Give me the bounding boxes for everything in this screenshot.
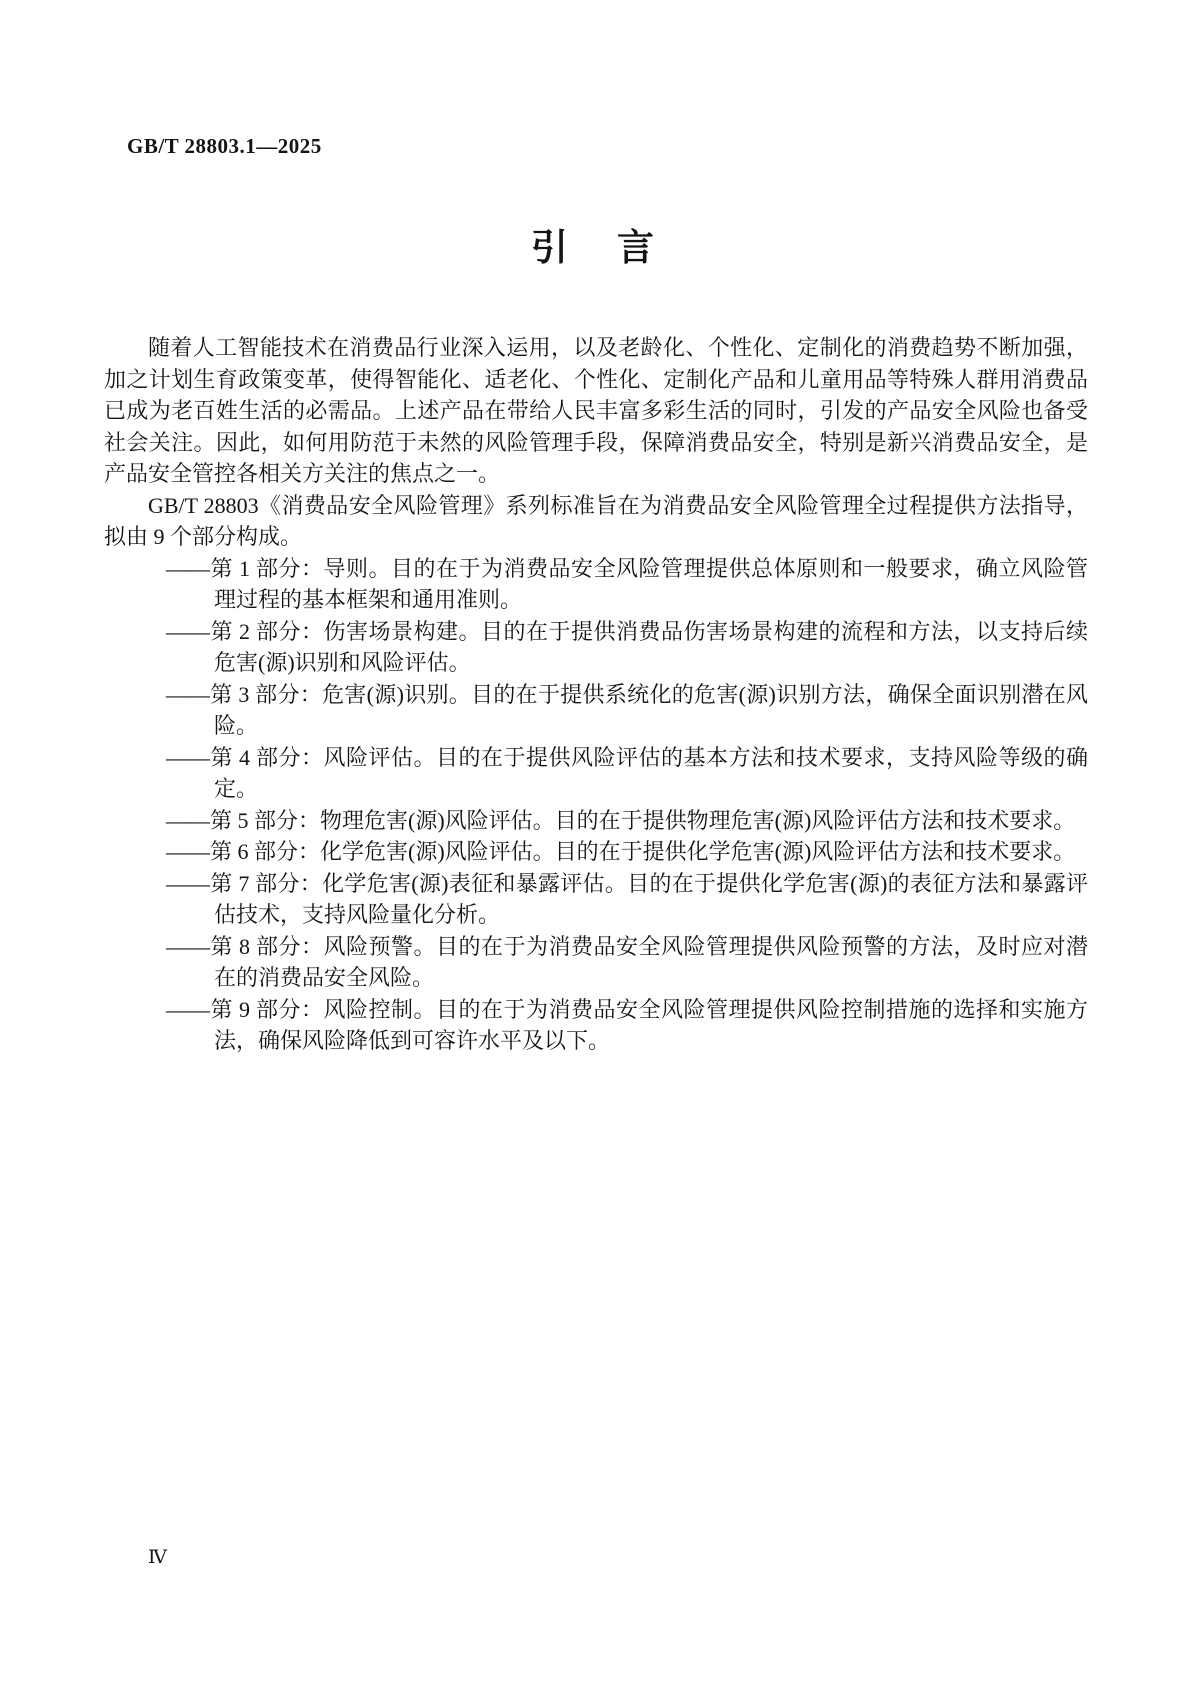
intro-part-3: ——第 3 部分：危害(源)识别。目的在于提供系统化的危害(源)识别方法，确保全面识别潜在风险。 (166, 681, 1088, 738)
intro-part-4: ——第 4 部分：风险评估。目的在于提供风险评估的基本方法和技术要求，支持风险等级的确定。 (166, 744, 1088, 801)
intro-body (104, 332, 1088, 1057)
intro-paragraph-1: 随着人工智能技术在消费品行业深入运用，以及老龄化、个性化、定制化的消费趋势不断加强，加之计划生育政策变革，使得智能化、适老化、个性化、定制化产品和儿童用品等特殊人群用消费品已成为老百姓生活的必需品。上述产品在带给人民丰富多彩生活的同时，引发的产品安全风险也备受社会关注。因此，如何用防范于未然的风险管理手段，保障消费品安全，特别是新兴消费品安全，是产品安全管控各相关方关注的焦点之一。 (104, 335, 1088, 486)
intro-part-7: ——第 7 部分：化学危害(源)表征和暴露评估。目的在于提供化学危害(源)的表征方法和暴露评估技术，支持风险量化分析。 (166, 870, 1088, 927)
page-title: 引 言 (531, 226, 660, 269)
intro-part-9: ——第 9 部分：风险控制。目的在于为消费品安全风险管理提供风险控制措施的选择和实施方法，确保风险降低到可容许水平及以下。 (166, 996, 1088, 1053)
intro-part-1: ——第 1 部分：导则。目的在于为消费品安全风险管理提供总体原则和一般要求，确立风险管理过程的基本框架和通用准则。 (166, 555, 1088, 612)
intro-part-5: ——第 5 部分：物理危害(源)风险评估。目的在于提供物理危害(源)风险评估方法和技术要求。 (166, 807, 1076, 833)
intro-part-2: ——第 2 部分：伤害场景构建。目的在于提供消费品伤害场景构建的流程和方法，以支持后续危害(源)识别和风险评估。 (166, 618, 1088, 675)
page-number: Ⅳ (148, 1547, 167, 1568)
intro-part-8: ——第 8 部分：风险预警。目的在于为消费品安全风险管理提供风险预警的方法，及时应对潜在的消费品安全风险。 (166, 933, 1088, 990)
intro-paragraph-2: GB/T 28803《消费品安全风险管理》系列标准旨在为消费品安全风险管理全过程提供方法指导，拟由 9 个部分构成。 (104, 492, 1088, 549)
intro-part-6: ——第 6 部分：化学危害(源)风险评估。目的在于提供化学危害(源)风险评估方法和技术要求。 (166, 839, 1076, 864)
doc-number: GB/T 28803.1—2025 (127, 134, 322, 158)
